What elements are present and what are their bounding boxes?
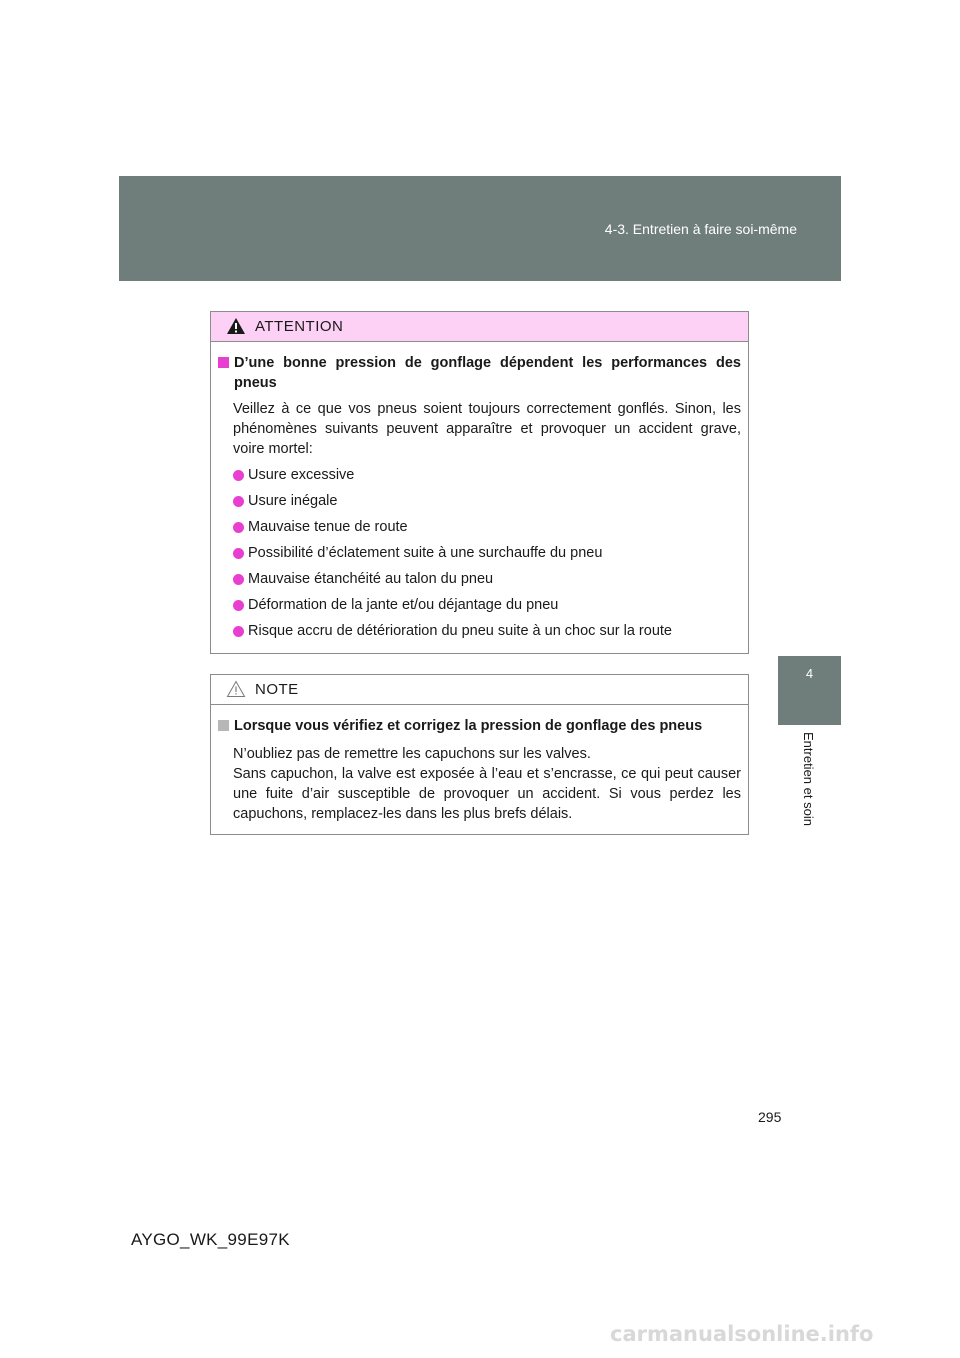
circle-bullet-icon	[233, 522, 244, 533]
warning-triangle-filled-icon	[226, 317, 246, 335]
chapter-tab	[778, 656, 841, 725]
list-item: Mauvaise tenue de route	[233, 517, 741, 537]
chapter-label: Entretien et soin	[801, 732, 816, 826]
circle-bullet-icon	[233, 496, 244, 507]
list-item: Déformation de la jante et/ou déjantage du pneu	[233, 595, 741, 615]
list-item: Risque accru de détérioration du pneu suite à un choc sur la route	[233, 621, 741, 641]
chapter-number: 4	[805, 666, 814, 681]
circle-bullet-icon	[233, 600, 244, 611]
list-item: Possibilité d’éclatement suite à une surchauffe du pneu	[233, 543, 741, 563]
attention-intro: Veillez à ce que vos pneus soient toujours correctement gonflés. Sinon, les phénomènes suivants peuvent apparaître et provoquer un accident grave, voire mortel:	[233, 401, 741, 457]
circle-bullet-icon	[233, 626, 244, 637]
note-body	[211, 705, 748, 824]
circle-bullet-icon	[233, 548, 244, 559]
section-title: 4-3. Entretien à faire soi-même	[604, 221, 797, 237]
attention-title: D’une bonne pression de gonflage dépendent les performances des pneus	[218, 353, 741, 393]
list-item: Mauvaise étanchéité au talon du pneu	[233, 569, 741, 589]
watermark: carmanualsonline.info	[610, 1322, 874, 1346]
note-title: Lorsque vous vérifiez et corrigez la pression de gonflage des pneus	[218, 716, 741, 736]
circle-bullet-icon	[233, 470, 244, 481]
square-bullet-icon	[218, 720, 229, 731]
attention-header	[211, 312, 748, 342]
attention-body	[211, 342, 748, 641]
document-code: AYGO_WK_99E97K	[131, 1230, 290, 1249]
warning-triangle-outline-icon	[226, 680, 246, 698]
list-item: Usure excessive	[233, 465, 741, 485]
note-label: NOTE	[255, 681, 299, 698]
attention-label: ATTENTION	[255, 318, 344, 335]
note-text-2: Sans capuchon, la valve est exposée à l’eau et s’encrasse, ce qui peut causer une fuite d’air susceptible de provoquer un accident. Si vous perdez les capuchons, remplacez-les dans les plus brefs délais.	[233, 766, 741, 822]
attention-box	[210, 311, 749, 654]
square-bullet-icon	[218, 357, 229, 368]
note-header	[211, 675, 748, 705]
list-item: Usure inégale	[233, 491, 741, 511]
circle-bullet-icon	[233, 574, 244, 585]
header-band	[119, 176, 841, 281]
note-box	[210, 674, 749, 835]
page-number: 295	[758, 1109, 782, 1125]
note-text-1: N’oubliez pas de remettre les capuchons sur les valves.	[233, 746, 591, 762]
